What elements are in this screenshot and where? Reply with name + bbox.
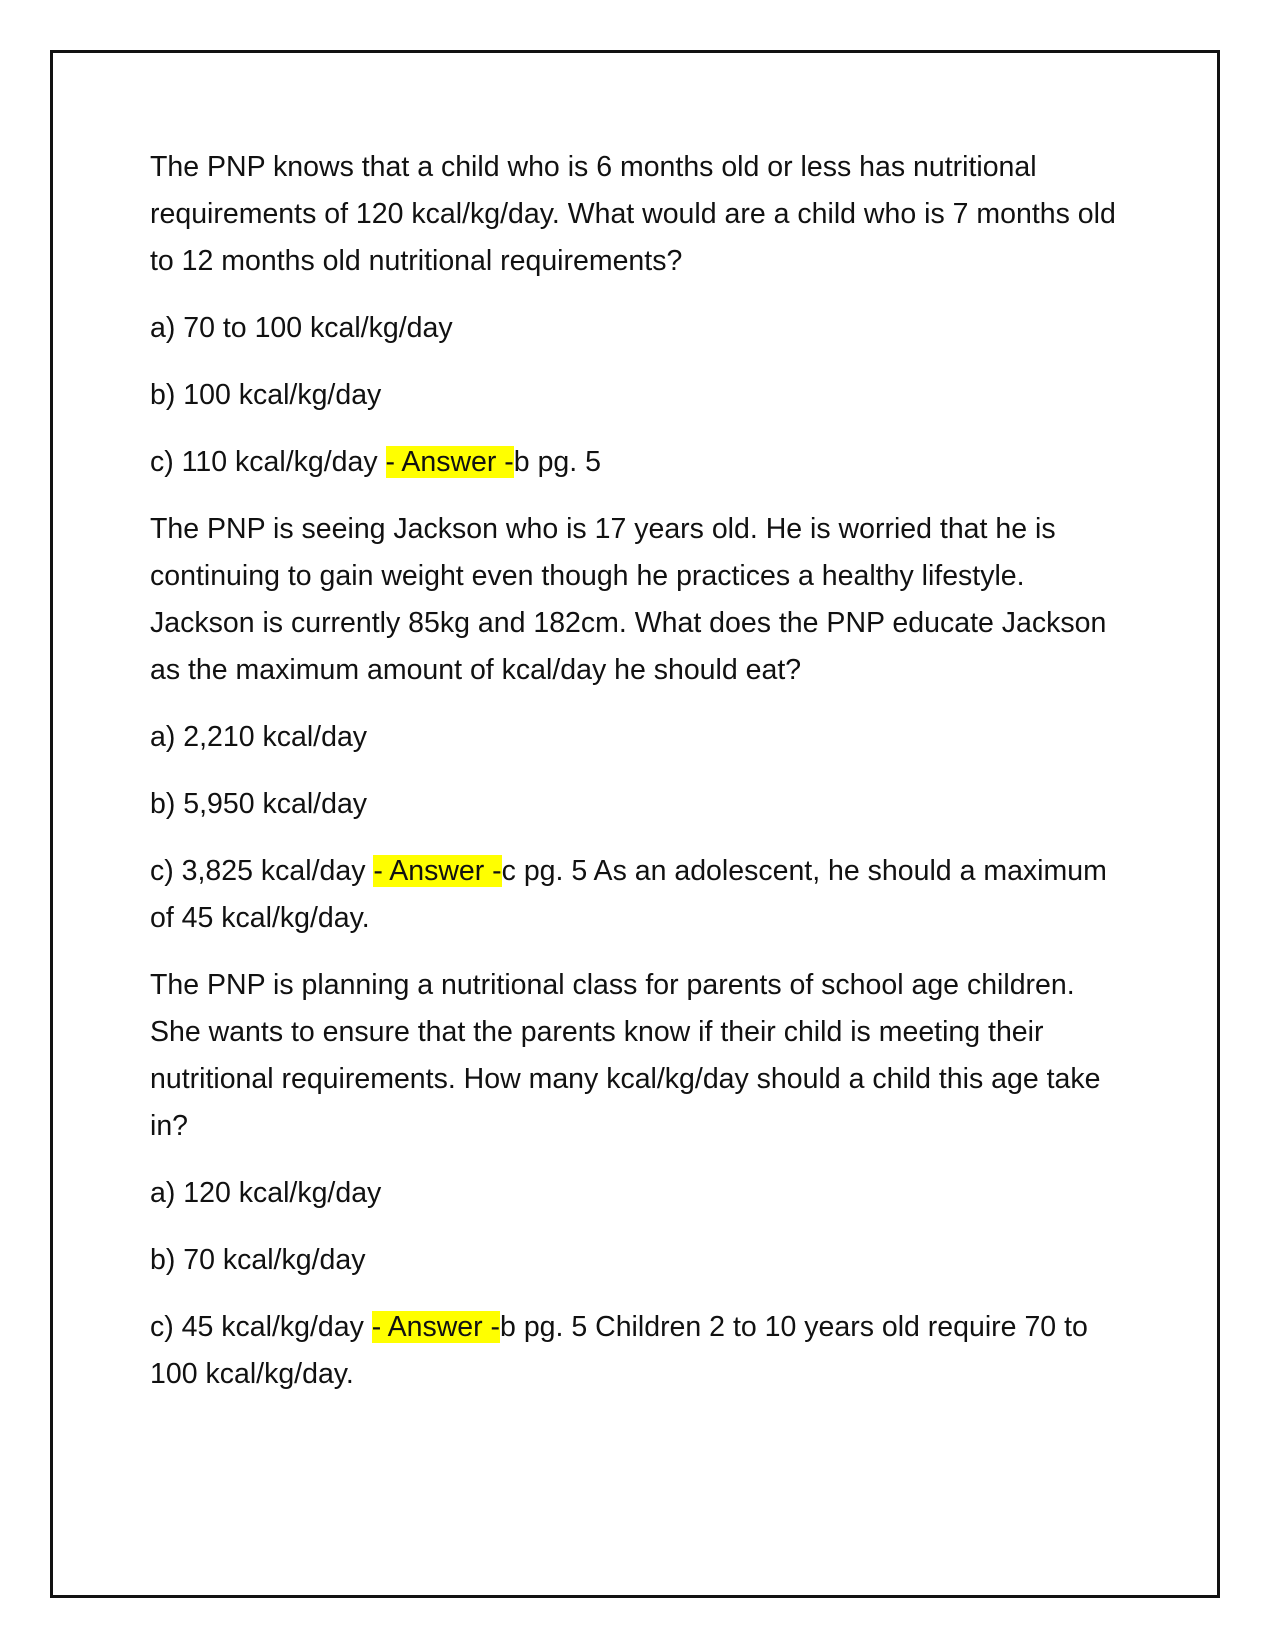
question-stem: The PNP knows that a child who is 6 months old or less has nutritional requirements of 120 kcal/kg/day. What would are a child who is 7 months old to 12 months old nutritional requirements? — [150, 151, 1116, 277]
question-stem: The PNP is seeing Jackson who is 17 years old. He is worried that he is continuing to gain weight even though he practices a healthy lifestyle. Jackson is currently 85kg and 182cm. What does the PNP educate Jackson as the maximum amount of kcal/day he should eat? — [150, 513, 1107, 686]
answer-text: c pg. 5 As an adolescent, he should a maximum of 45 kcal/kg/day. — [150, 855, 1107, 934]
option-c-with-answer — [150, 1304, 1130, 1398]
option-c-with-answer — [150, 439, 1130, 486]
option-c: c) 3,825 kcal/day — [150, 855, 374, 887]
option-b: b) 70 kcal/kg/day — [150, 1244, 366, 1276]
option-a: a) 70 to 100 kcal/kg/day — [150, 312, 453, 344]
answer-text: b pg. 5 — [513, 446, 601, 478]
option-b: b) 5,950 kcal/day — [150, 788, 368, 820]
option-c: c) 45 kcal/kg/day — [150, 1311, 372, 1343]
option-a: a) 2,210 kcal/day — [150, 721, 368, 753]
answer-highlight: - Answer - — [371, 1311, 501, 1343]
option-c-with-answer — [150, 848, 1130, 942]
answer-highlight: - Answer - — [385, 446, 514, 478]
option-a: a) 120 kcal/kg/day — [150, 1177, 382, 1209]
document-body — [150, 144, 1130, 1418]
question-stem: The PNP is planning a nutritional class for parents of school age children. She wants to ensure that the parents know if their child is meeting their nutritional requirements. How many kcal/kg/day should a child this age take in? — [150, 969, 1101, 1142]
answer-text: b pg. 5 Children 2 to 10 years old require 70 to 100 kcal/kg/day. — [150, 1311, 1088, 1390]
answer-highlight: - Answer - — [373, 855, 502, 887]
option-b: b) 100 kcal/kg/day — [150, 379, 382, 411]
option-c: c) 110 kcal/kg/day — [150, 446, 386, 478]
